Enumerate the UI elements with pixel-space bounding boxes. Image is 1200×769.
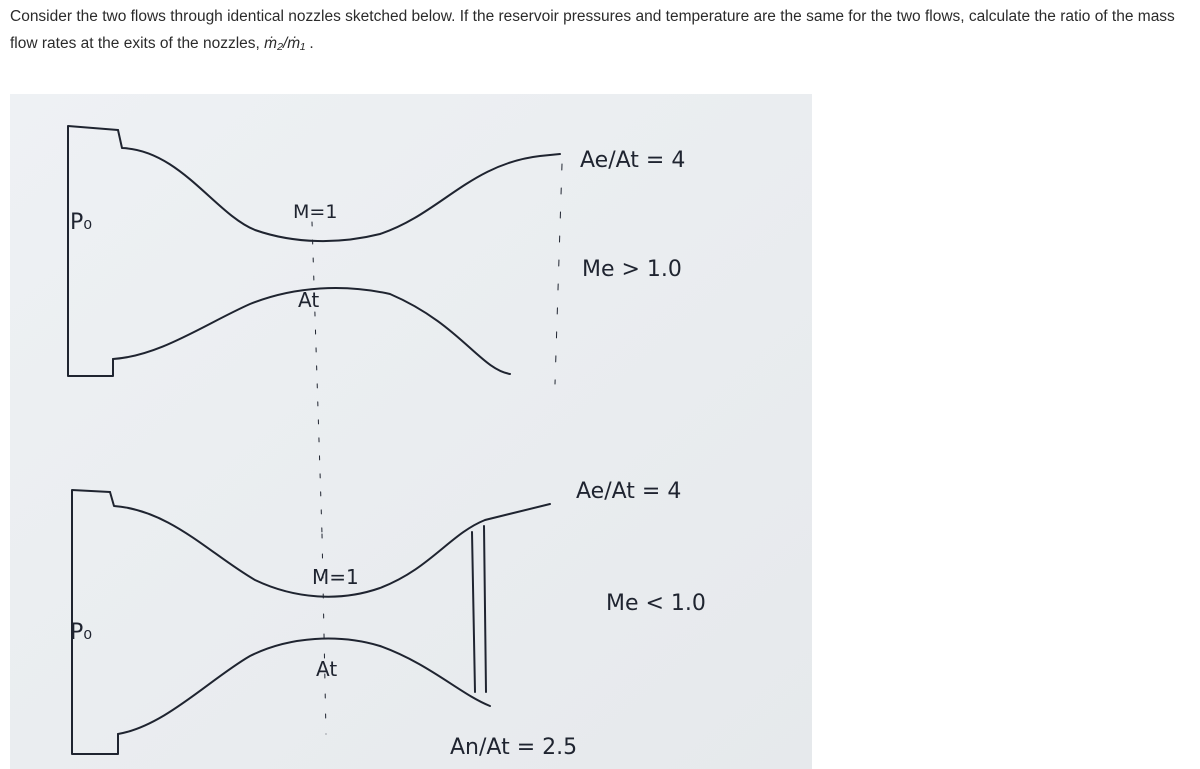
- throat-2-label: At: [316, 657, 338, 681]
- throat-2-mach: M=1: [312, 565, 359, 589]
- mass-flow-ratio: ṁ₂/ṁ₁: [264, 35, 306, 52]
- area-ratio-2: Ae/At = 4: [576, 479, 682, 504]
- question-end: .: [305, 35, 314, 52]
- question-text: [10, 3, 1190, 57]
- nozzle-sketch: [10, 94, 812, 769]
- reservoir-2-label: P₀: [70, 620, 93, 645]
- question-body: Consider the two flows through identical nozzles sketched below. If the reservoir pressures and temperature are the same for the two flows, calculate the ratio of the mass flow rates at the exits of the nozzles,: [10, 8, 1175, 52]
- shock-area-ratio: An/At = 2.5: [450, 735, 578, 760]
- paper-background: [10, 94, 812, 769]
- nozzle-sketch-photo: [10, 94, 812, 769]
- reservoir-1-label: P₀: [70, 210, 93, 235]
- area-ratio-1: Ae/At = 4: [580, 148, 686, 173]
- throat-1-label: At: [298, 288, 320, 312]
- throat-1-mach: M=1: [293, 201, 338, 223]
- exit-mach-2: Me < 1.0: [606, 591, 706, 616]
- exit-mach-1: Me > 1.0: [582, 257, 682, 282]
